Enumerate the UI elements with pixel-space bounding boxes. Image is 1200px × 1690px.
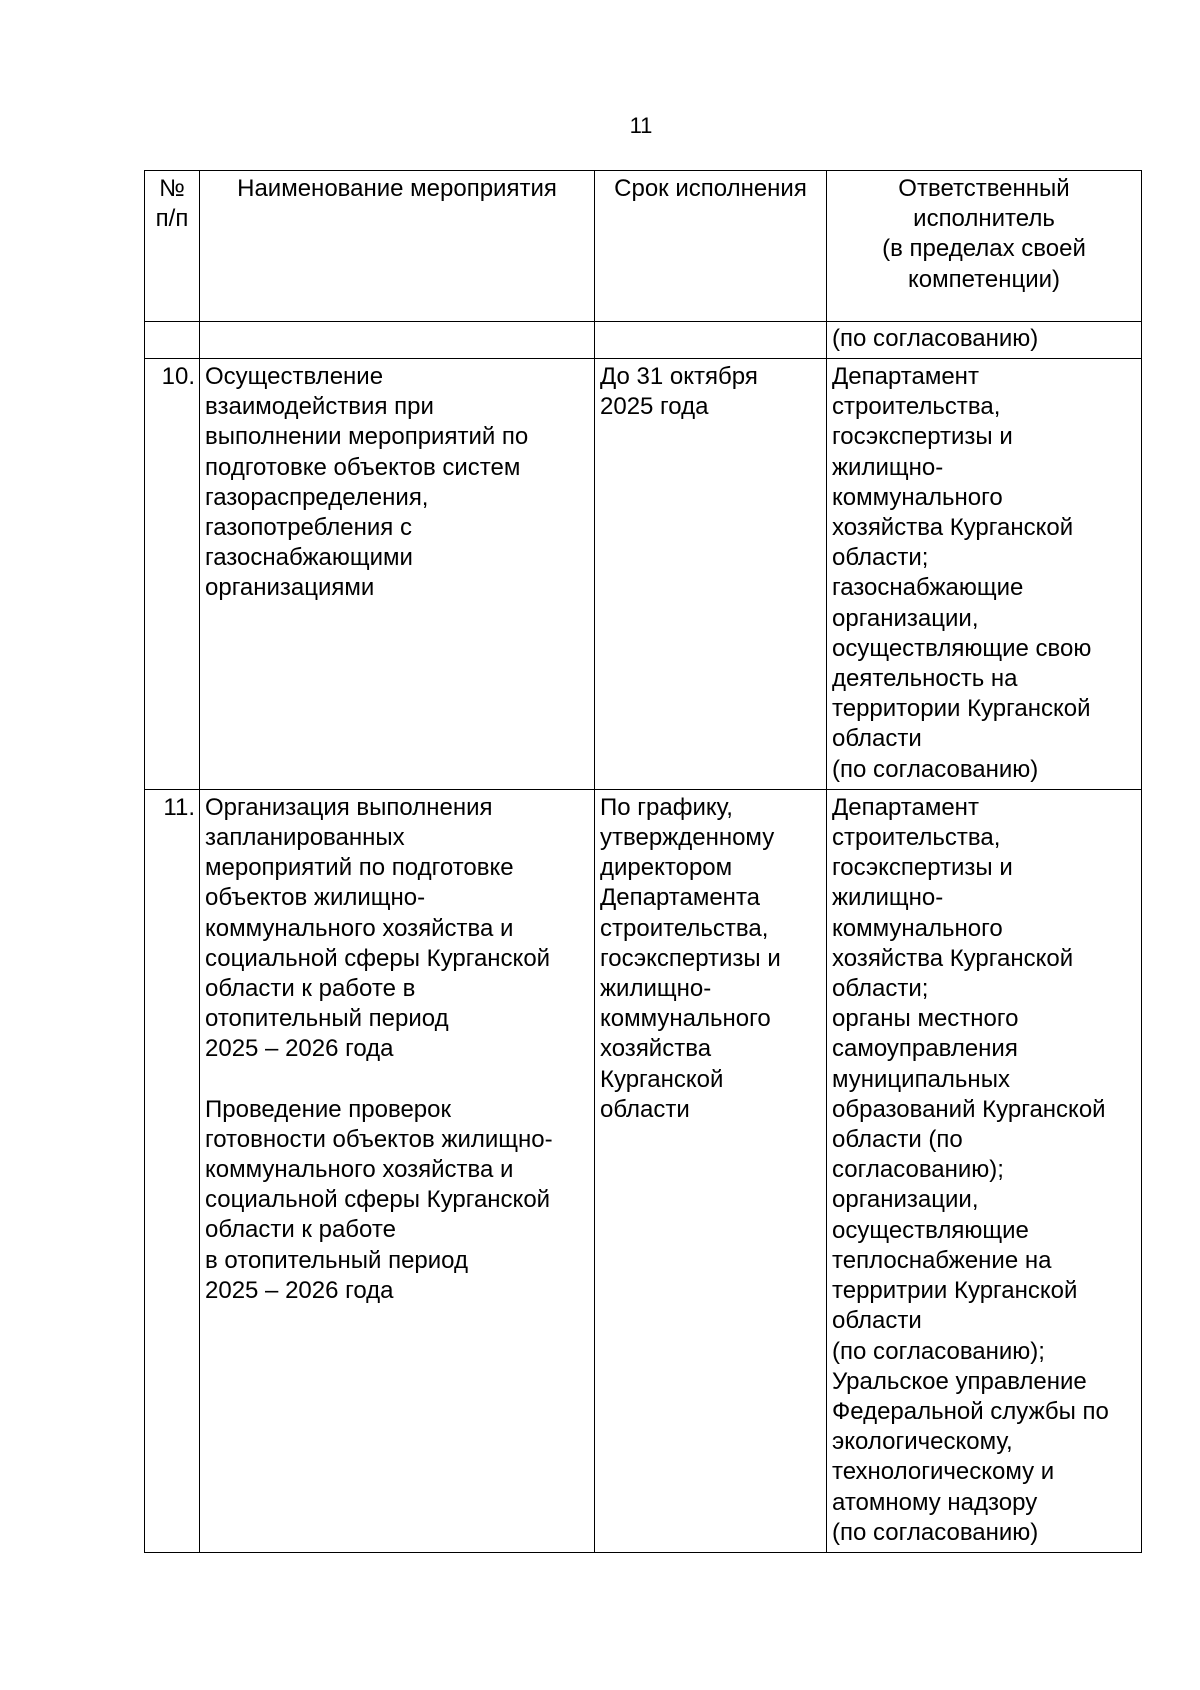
text-line: области; bbox=[832, 975, 929, 1003]
text-line: газоснабжающими bbox=[205, 544, 413, 572]
text-line: (по согласованию) bbox=[832, 755, 1039, 783]
text-line: Департамент bbox=[832, 793, 979, 821]
text-line: организации, bbox=[832, 604, 979, 632]
text-line: объектов жилищно- bbox=[205, 884, 426, 912]
text-line: 2025 – 2026 года bbox=[205, 1035, 394, 1063]
text-line: № bbox=[159, 175, 185, 202]
text-line: Федеральной службы по bbox=[832, 1397, 1109, 1425]
text-line: строительства, bbox=[832, 824, 1001, 852]
text-line: госэкспертизы и bbox=[832, 854, 1013, 882]
header-term: Срок исполнения bbox=[595, 171, 827, 322]
text-line: территории Курганской bbox=[832, 695, 1091, 723]
text-line: 2025 – 2026 года bbox=[205, 1276, 394, 1304]
cell-number: 11. bbox=[145, 789, 200, 1552]
name-paragraph-inspection bbox=[205, 1095, 589, 1306]
text-line: коммунального хозяйства и bbox=[205, 914, 514, 942]
text-line: теплоснабжение на bbox=[832, 1246, 1052, 1274]
text-line: Уральское управление bbox=[832, 1367, 1087, 1395]
text-line: территрии Курганской bbox=[832, 1277, 1078, 1305]
cell-responsible bbox=[827, 322, 1142, 359]
cell-number bbox=[145, 322, 200, 359]
text-line: Осуществление bbox=[205, 363, 384, 390]
cell-term bbox=[595, 322, 827, 359]
measures-table bbox=[144, 170, 1142, 1553]
text-line: Организация выполнения bbox=[205, 793, 493, 821]
text-line: хозяйства Курганской bbox=[832, 514, 1074, 542]
text-line: (по согласованию) bbox=[832, 325, 1039, 352]
text-line: выполнении мероприятий по bbox=[205, 423, 529, 451]
cell-name bbox=[200, 359, 595, 790]
text-line: коммунального bbox=[832, 914, 1003, 942]
text-line: жилищно- bbox=[600, 975, 712, 1003]
text-line: утвержденному bbox=[600, 824, 775, 852]
text-line: области; bbox=[832, 544, 929, 572]
cell-responsible bbox=[827, 789, 1142, 1552]
text-line: газопотребления с bbox=[205, 514, 412, 542]
text-line: коммунального хозяйства и bbox=[205, 1156, 514, 1184]
header-name: Наименование мероприятия bbox=[200, 171, 595, 322]
text-line: запланированных bbox=[205, 824, 405, 852]
text-line: строительства, bbox=[832, 393, 1001, 421]
text-line: Курганской bbox=[600, 1065, 724, 1093]
cell-term bbox=[595, 789, 827, 1552]
text-line: хозяйства bbox=[600, 1035, 712, 1063]
text-line: муниципальных bbox=[832, 1065, 1010, 1093]
table-row-11 bbox=[145, 789, 1142, 1552]
text-line: Департамент bbox=[832, 363, 979, 390]
cell-name bbox=[200, 322, 595, 359]
text-line: директором bbox=[600, 854, 733, 882]
cell-responsible bbox=[827, 359, 1142, 790]
text-line: органы местного bbox=[832, 1005, 1019, 1033]
text-line: (по согласованию) bbox=[832, 1518, 1039, 1546]
text-line: технологическому и bbox=[832, 1458, 1055, 1486]
text-line: коммунального bbox=[600, 1005, 771, 1033]
text-line: госэкспертизы и bbox=[600, 944, 781, 972]
page-number: 11 bbox=[629, 113, 653, 138]
header-number bbox=[145, 171, 200, 322]
text-line: госэкспертизы и bbox=[832, 423, 1013, 451]
text-line: жилищно- bbox=[832, 453, 944, 481]
text-line: строительства, bbox=[600, 914, 769, 942]
text-line: атомному надзору bbox=[832, 1488, 1038, 1516]
text-line: 2025 года bbox=[600, 393, 709, 421]
table-header-row bbox=[145, 171, 1142, 322]
text-line: жилищно- bbox=[832, 884, 944, 912]
cell-name bbox=[200, 789, 595, 1552]
header-responsible bbox=[827, 171, 1142, 322]
text-line: По графику, bbox=[600, 793, 733, 821]
text-line: области (по bbox=[832, 1126, 963, 1154]
text-line: деятельность на bbox=[832, 665, 1018, 693]
text-line: образований Курганской bbox=[832, 1095, 1106, 1123]
text-line: осуществляющие bbox=[832, 1216, 1029, 1244]
text-line: области bbox=[832, 1307, 922, 1335]
text-line: взаимодействия при bbox=[205, 393, 434, 421]
text-line: готовности объектов жилищно- bbox=[205, 1125, 553, 1153]
text-line: осуществляющие свою bbox=[832, 634, 1092, 662]
text-line: Ответственный bbox=[898, 175, 1070, 202]
text-line: самоуправления bbox=[832, 1035, 1018, 1063]
text-line: организациями bbox=[205, 574, 375, 602]
text-line: в отопительный период bbox=[205, 1246, 468, 1274]
text-line: отопительный период bbox=[205, 1005, 449, 1033]
text-line: До 31 октября bbox=[600, 363, 758, 390]
text-line: области к работе bbox=[205, 1216, 396, 1244]
table-row-continuation bbox=[145, 322, 1142, 359]
text-line: хозяйства Курганской bbox=[832, 944, 1074, 972]
text-line: п/п bbox=[155, 205, 189, 233]
table-row-10 bbox=[145, 359, 1142, 790]
text-line: исполнитель bbox=[913, 205, 1055, 233]
text-line: коммунального bbox=[832, 483, 1003, 511]
text-line: согласованию); bbox=[832, 1156, 1004, 1184]
text-line: газораспределения, bbox=[205, 483, 429, 511]
text-line: социальной сферы Курганской bbox=[205, 1186, 551, 1214]
cell-term bbox=[595, 359, 827, 790]
text-line: Проведение проверок bbox=[205, 1095, 451, 1123]
text-line: компетенции) bbox=[907, 265, 1061, 293]
cell-number: 10. bbox=[145, 359, 200, 790]
text-line: мероприятий по подготовке bbox=[205, 854, 514, 882]
paragraph-gap bbox=[205, 1065, 589, 1095]
text-line: (в пределах своей bbox=[882, 235, 1086, 263]
text-line: социальной сферы Курганской bbox=[205, 944, 551, 972]
text-line: (по согласованию); bbox=[832, 1337, 1045, 1365]
text-line: подготовке объектов систем bbox=[205, 453, 521, 481]
text-line: организации, bbox=[832, 1186, 979, 1214]
text-line: газоснабжающие bbox=[832, 574, 1024, 602]
name-paragraph-organization bbox=[205, 793, 589, 1065]
text-line: области bbox=[600, 1095, 690, 1123]
text-line: экологическому, bbox=[832, 1428, 1013, 1456]
text-line: Департамента bbox=[600, 884, 761, 912]
text-line: области bbox=[832, 725, 922, 753]
text-line: области к работе в bbox=[205, 975, 416, 1003]
